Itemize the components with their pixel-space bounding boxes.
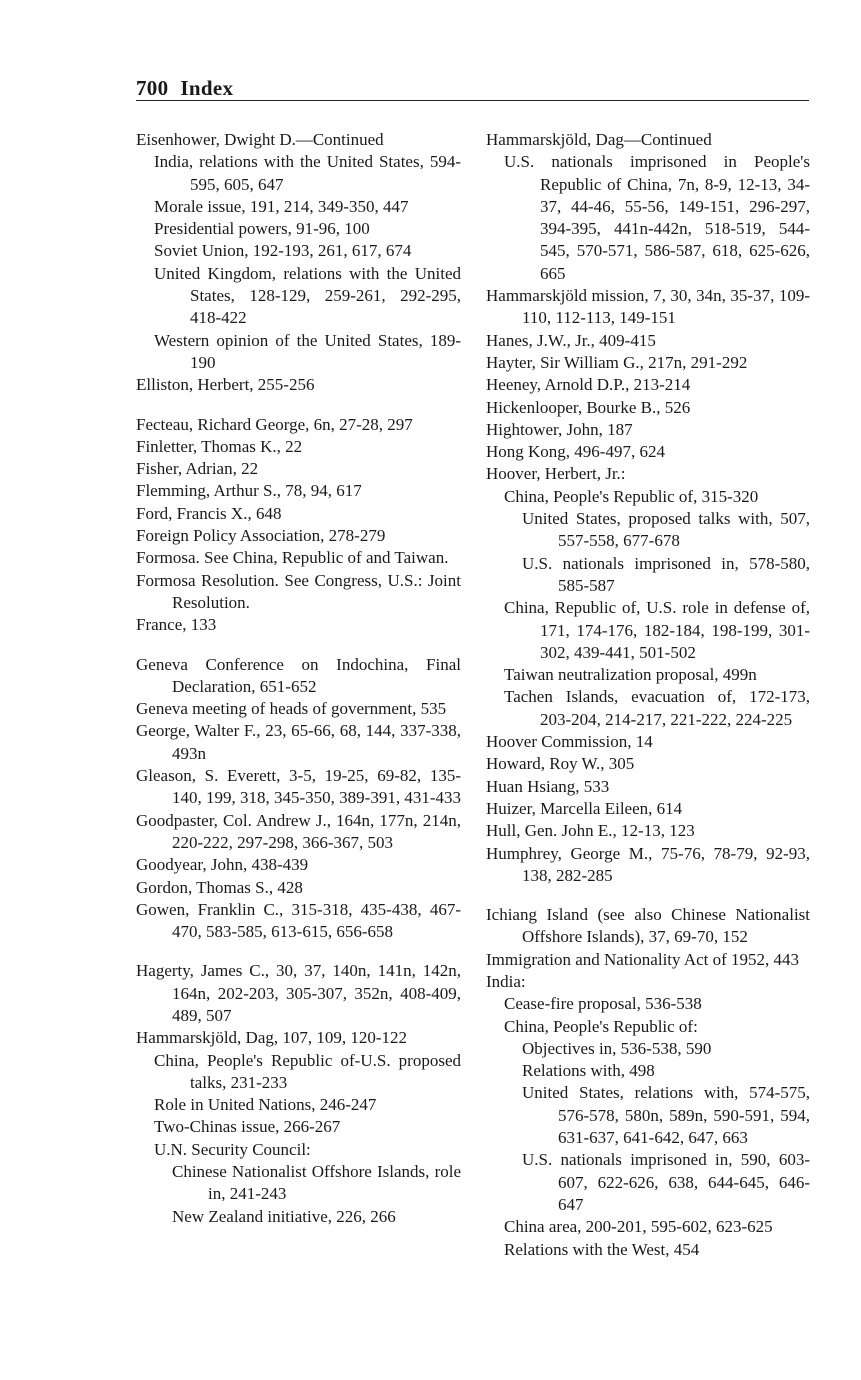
index-entry: Huan Hsiang, 533 (486, 776, 610, 796)
index-column-left (136, 129, 461, 1228)
index-subentry: China area, 200-201, 595-602, 623-625 (504, 1217, 773, 1237)
letter-group-spacer (136, 397, 461, 414)
index-subentry: Soviet Union, 192-193, 261, 617, 674 (154, 241, 412, 261)
index-subentry: Western opinion of the United States, 189-190 (154, 330, 461, 372)
index-entry: Hoover Commission, 14 (486, 732, 653, 752)
index-entry: Hammarskjöld, Dag—Continued (486, 130, 712, 149)
index-entry: Hightower, John, 187 (486, 419, 633, 439)
index-entry: Howard, Roy W., 305 (486, 754, 635, 774)
index-entry: Hull, Gen. John E., 12-13, 123 (486, 821, 695, 841)
index-entry: Hong Kong, 496-497, 624 (486, 442, 665, 462)
index-subentry: Chinese Nationalist Offshore Islands, role in, 241-243 (172, 1162, 461, 1204)
index-entry: Hagerty, James C., 30, 37, 140n, 141n, 142n, 164n, 202-203, 305-307, 352n, 408-409, 489, 507 (136, 961, 461, 1025)
index-entry: Fecteau, Richard George, 6n, 27-28, 297 (136, 414, 413, 434)
index-entry: Gowen, Franklin C., 315-318, 435-438, 467-470, 583-585, 613-615, 656-658 (136, 899, 461, 942)
index-entry: Hammarskjöld mission, 7, 30, 34n, 35-37, 109-110, 112-113, 149-151 (486, 286, 810, 328)
index-entry: Formosa Resolution. See Congress, U.S.: Joint Resolution. (136, 570, 461, 612)
index-entry: Gleason, S. Everett, 3-5, 19-25, 69-82, 135-140, 199, 318, 345-350, 389-391, 431-433 (136, 766, 461, 808)
index-subentry: U.S. nationals imprisoned in, 578-580, 585-587 (522, 553, 810, 595)
index-entry: Hoover, Herbert, Jr.: (486, 464, 626, 484)
index-entry: Hanes, J.W., Jr., 409-415 (486, 330, 656, 350)
letter-group-spacer (136, 943, 461, 960)
index-entry: Immigration and Nationality Act of 1952, 443 (486, 949, 800, 969)
page-header (136, 76, 809, 101)
index-subentry: U.N. Security Council: (154, 1139, 311, 1159)
index-entry: Geneva meeting of heads of government, 535 (136, 699, 447, 719)
index-subentry: China, People's Republic of, 315-320 (504, 486, 759, 506)
index-subentry: Taiwan neutralization proposal, 499n (504, 665, 757, 685)
index-subentry: U.S. nationals imprisoned in, 590, 603-607, 622-626, 638, 644-645, 646-647 (522, 1150, 810, 1214)
page-number: 700 (136, 76, 169, 100)
index-entry: Huizer, Marcella Eileen, 614 (486, 798, 683, 818)
index-column-right (486, 129, 810, 1261)
index-entry: Goodpaster, Col. Andrew J., 164n, 177n, 214n, 220-222, 297-298, 366-367, 503 (136, 810, 461, 852)
index-entry: Humphrey, George M., 75-76, 78-79, 92-93, 138, 282-285 (486, 843, 810, 885)
index-subentry: Morale issue, 191, 214, 349-350, 447 (154, 196, 409, 216)
index-entry: Flemming, Arthur S., 78, 94, 617 (136, 481, 362, 501)
index-entry: Formosa. See China, Republic of and Taiwan. (136, 548, 449, 568)
index-entry: Foreign Policy Association, 278-279 (136, 526, 386, 546)
index-subentry: Two-Chinas issue, 266-267 (154, 1117, 341, 1137)
index-subentry: United States, proposed talks with, 507, 557-558, 677-678 (522, 509, 810, 551)
index-entry: Heeney, Arnold D.P., 213-214 (486, 375, 691, 395)
index-entry: Hammarskjöld, Dag, 107, 109, 120-122 (136, 1028, 408, 1048)
index-entry: Goodyear, John, 438-439 (136, 855, 309, 875)
index-subentry: Presidential powers, 91-96, 100 (154, 219, 370, 239)
index-subentry: Relations with, 498 (522, 1061, 655, 1081)
index-entry: Gordon, Thomas S., 428 (136, 877, 303, 897)
index-entry: Fisher, Adrian, 22 (136, 459, 259, 479)
letter-group-spacer (486, 887, 810, 904)
index-entry: Ichiang Island (see also Chinese Nationalist Offshore Islands), 37, 69-70, 152 (486, 905, 810, 947)
index-subentry: New Zealand initiative, 226, 266 (172, 1206, 396, 1226)
index-entry: Finletter, Thomas K., 22 (136, 436, 303, 456)
index-subentry: Tachen Islands, evacuation of, 172-173, 203-204, 214-217, 221-222, 224-225 (504, 687, 810, 729)
index-subentry: China, Republic of, U.S. role in defense of, 171, 174-176, 182-184, 198-199, 301-302, 439-441, 501-502 (504, 598, 810, 662)
index-subentry: Relations with the West, 454 (504, 1239, 700, 1259)
index-subentry: China, People's Republic of-U.S. proposed talks, 231-233 (154, 1050, 461, 1092)
index-entry: George, Walter F., 23, 65-66, 68, 144, 337-338, 493n (136, 721, 461, 763)
letter-group-spacer (136, 637, 461, 654)
index-entry: Ford, Francis X., 648 (136, 503, 282, 523)
index-subentry: Objectives in, 536-538, 590 (522, 1038, 712, 1058)
index-subentry: United States, relations with, 574-575, 576-578, 580n, 589n, 590-591, 594, 631-637, 641-642, 647, 663 (522, 1083, 810, 1148)
index-entry: Hayter, Sir William G., 217n, 291-292 (486, 352, 748, 372)
page-title: Index (180, 76, 234, 100)
index-subentry: U.S. nationals imprisoned in People's Republic of China, 7n, 8-9, 12-13, 34-37, 44-46, 55-56, 149-151, 296-297, 394-395, 441n-442n, 518-519, 544-545, 570-571, 586-587, 618, 625-626, 665 (504, 152, 810, 283)
index-entry: Hickenlooper, Bourke B., 526 (486, 397, 691, 417)
index-entry: Geneva Conference on Indochina, Final Declaration, 651-652 (136, 654, 461, 696)
index-subentry: India, relations with the United States, 594-595, 605, 647 (154, 152, 461, 194)
index-subentry: Role in United Nations, 246-247 (154, 1095, 377, 1115)
index-subentry: United Kingdom, relations with the United States, 128-129, 259-261, 292-295, 418-422 (154, 263, 461, 328)
index-subentry: China, People's Republic of: (504, 1016, 698, 1036)
index-entry: Elliston, Herbert, 255-256 (136, 375, 315, 395)
index-entry: Eisenhower, Dwight D.—Continued (136, 130, 384, 149)
index-entry: India: (486, 971, 526, 991)
index-subentry: Cease-fire proposal, 536-538 (504, 994, 702, 1014)
index-entry: France, 133 (136, 615, 217, 635)
